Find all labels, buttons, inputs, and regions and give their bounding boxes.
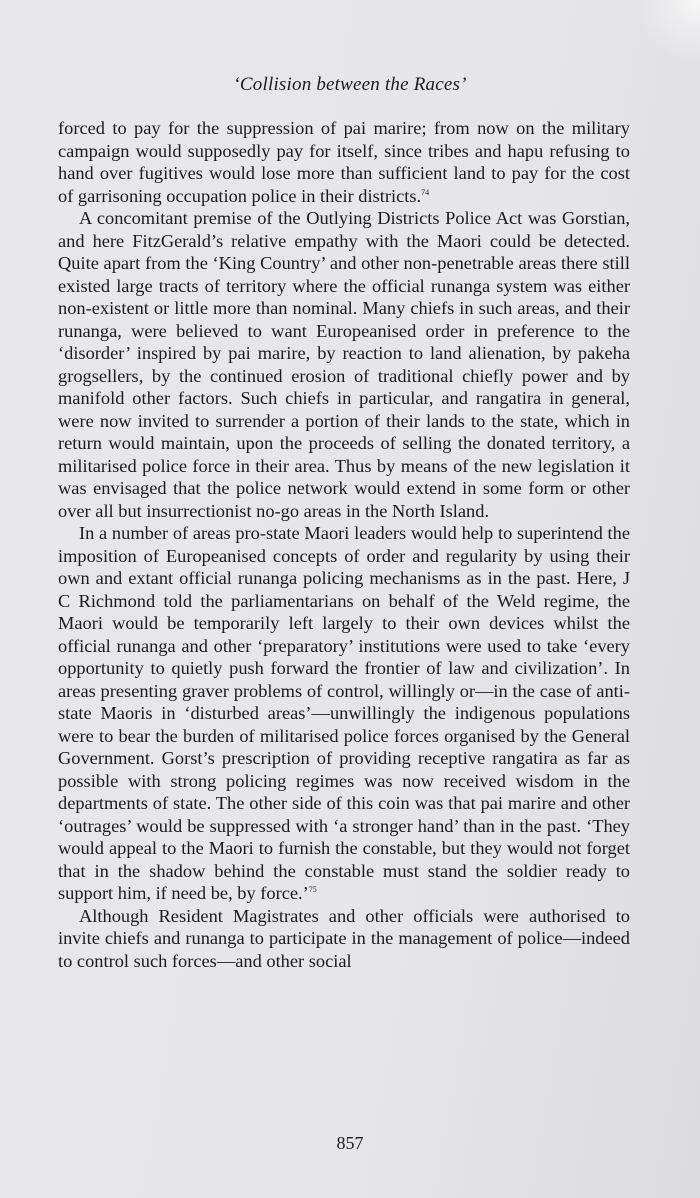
paragraph-text: forced to pay for the suppression of pai marire; from now on the military campaign would supposedly pay for itself, since tribes and hapu refusing to hand over fugitives would lose more than sufficient land to pay for the cost of garrisoning occupation police in their districts. xyxy=(58,118,630,206)
footnote-marker: 74 xyxy=(421,187,430,197)
paragraph-2 xyxy=(58,207,630,522)
paragraph-text: A concomitant premise of the Outlying Districts Police Act was Gorstian, and here FitzGerald’s relative empathy with the Maori could be detected. Quite apart from the ‘King Country’ and other non-penetrable areas there still existed large tracts of territory where the official runanga system was either non-existent or little more than nominal. Many chiefs in such areas, and their runanga, were believed to want Europeanised order in preference to the ‘disorder’ inspired by pai marire, by reaction to land alienation, by pakeha grogsellers, by the continued erosion of traditional chiefly power and by manifold other factors. Such chiefs in particular, and rangatira in general, were now invited to surrender a portion of their lands to the state, which in return would maintain, upon the proceeds of selling the donated territory, a militarised police force in their area. Thus by means of the new legislation it was envisaged that the police network would extend in some form or other over all but insurrectionist no-go areas in the North Island. xyxy=(58,208,630,521)
paragraph-text: In a number of areas pro-state Maori leaders would help to superintend the imposition of Europeanised concepts of order and regularity by using their own and extant official runanga policing mechanisms as in the past. Here, J C Richmond told the parliamentarians on behalf of the Weld regime, the Maori would be temporarily left largely to their own devices whilst the official runanga and other ‘preparatory’ institutions were used to take ‘every opportunity to quietly push forward the frontier of law and civilization’. In areas presenting graver problems of control, willingly or—in the case of anti-state Maoris in ‘disturbed areas’—unwillingly the indigenous populations were to bear the burden of militarised police forces organised by the General Government. Gorst’s prescription of providing receptive rangatira as far as possible with strong policing regimes was now received wisdom in the departments of state. The other side of this coin was that pai marire and other ‘outrages’ would be suppressed with ‘a stronger hand’ than in the past. ‘They would appeal to the Maori to furnish the constable, but they would not forget that in the shadow behind the constable must stand the soldier ready to support him, if need be, by force.’ xyxy=(58,523,630,903)
page-corner-shade xyxy=(630,0,700,60)
paragraph-1 xyxy=(58,117,630,207)
page-number: 857 xyxy=(336,1133,364,1153)
paragraph-text: Although Resident Magistrates and other officials were authorised to invite chiefs and runanga to participate in the management of police—indeed to control such forces—and other social xyxy=(58,905,630,971)
paragraph-4 xyxy=(58,905,630,973)
footnote-marker: 75 xyxy=(308,884,317,894)
running-head: ‘Collision between the Races’ xyxy=(233,74,467,95)
paragraph-3 xyxy=(58,522,630,905)
body-text xyxy=(58,117,630,972)
